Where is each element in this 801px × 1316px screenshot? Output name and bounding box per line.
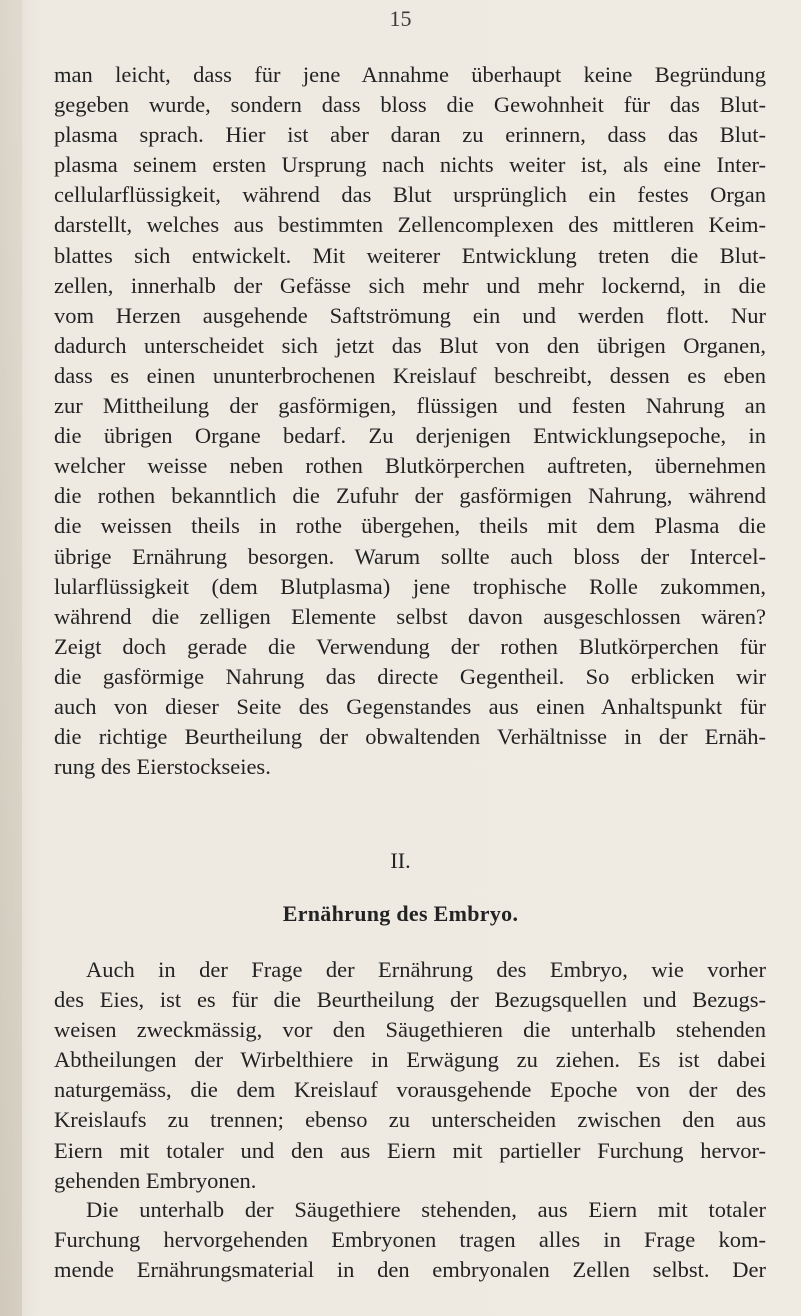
text-line: gehenden Embryonen. [54,1167,257,1193]
page-gutter-shadow [0,0,22,1316]
text-line: darstellt, welches aus bestimmten Zellencomplexen des mittleren Keim- [54,212,766,238]
text-line: naturgemäss, die dem Kreislauf vorausgehende Epoche von der des [54,1077,766,1103]
text-line: rung des Eierstockseies. [54,754,271,780]
paragraph-1 [54,60,766,782]
text-line: cellularflüssigkeit, während das Blut ursprünglich ein festes Organ [54,182,766,208]
text-line: des Eies, ist es für die Beurtheilung der Bezugsquellen und Bezugs- [54,987,766,1013]
text-line: zellen, innerhalb der Gefässe sich mehr und mehr lockernd, in die [54,272,766,298]
text-line: die richtige Beurtheilung der obwaltenden Verhältnisse in der Ernäh- [54,724,766,750]
text-line: blattes sich entwickelt. Mit weiterer Entwicklung treten die Blut- [54,242,766,268]
section-title: Ernährung des Embryo. [282,901,519,926]
text-line: Eiern mit totaler und den aus Eiern mit partieller Furchung hervor- [54,1137,766,1163]
paragraph-2 [54,955,766,1196]
text-line: die gasförmige Nahrung das directe Gegentheil. So erblicken wir [54,663,766,689]
text-line: plasma sprach. Hier ist aber daran zu erinnern, dass das Blut- [54,122,766,148]
text-line: weisen zweckmässig, vor den Säugethieren die unterhalb stehenden [54,1017,766,1043]
text-line: während die zelligen Elemente selbst davon ausgeschlossen wären? [54,603,766,629]
text-line: lularflüssigkeit (dem Blutplasma) jene trophische Rolle zukommen, [54,573,766,599]
text-line: vom Herzen ausgehende Saftströmung ein und werden flott. Nur [54,302,766,328]
text-line: die rothen bekanntlich die Zufuhr der gasförmigen Nahrung, während [54,483,766,509]
text-line: welcher weisse neben rothen Blutkörperchen auftreten, übernehmen [54,453,766,479]
text-line: die übrigen Organe bedarf. Zu derjenigen Entwicklungsepoche, in [54,423,766,449]
text-line: dass es einen ununterbrochenen Kreislauf beschreibt, dessen es eben [54,362,766,388]
text-line: dadurch unterscheidet sich jetzt das Blut von den übrigen Organen, [54,332,766,358]
text-line: Kreislaufs zu trennen; ebenso zu unterscheiden zwischen den aus [54,1107,766,1133]
text-line: übrige Ernährung besorgen. Warum sollte auch bloss der Intercel- [54,543,766,569]
page-number: 15 [389,6,412,31]
text-line: Furchung hervorgehenden Embryonen tragen alles in Frage kom- [54,1227,766,1253]
paragraph-3 [54,1195,766,1285]
text-line: die weissen theils in rothe übergehen, theils mit dem Plasma die [54,513,766,539]
text-line: Die unterhalb der Säugethiere stehenden, aus Eiern mit totaler [86,1197,766,1222]
text-line: mende Ernährungsmaterial in den embryonalen Zellen selbst. Der [54,1257,766,1283]
text-line: zur Mittheilung der gasförmigen, flüssigen und festen Nahrung an [54,393,766,419]
text-line: Auch in der Frage der Ernährung des Embryo, wie vorher [86,957,766,982]
text-line: man leicht, dass für jene Annahme überhaupt keine Begründung [54,62,766,87]
text-line: gegeben wurde, sondern dass bloss die Gewohnheit für das Blut- [54,92,766,118]
text-line: plasma seinem ersten Ursprung nach nichts weiter ist, als eine Inter- [54,152,766,178]
text-line: auch von dieser Seite des Gegenstandes aus einen Anhaltspunkt für [54,693,766,719]
section-number: II. [390,848,411,873]
text-line: Zeigt doch gerade die Verwendung der rothen Blutkörperchen für [54,633,766,659]
text-line: Abtheilungen der Wirbelthiere in Erwägung zu ziehen. Es ist dabei [54,1047,766,1073]
